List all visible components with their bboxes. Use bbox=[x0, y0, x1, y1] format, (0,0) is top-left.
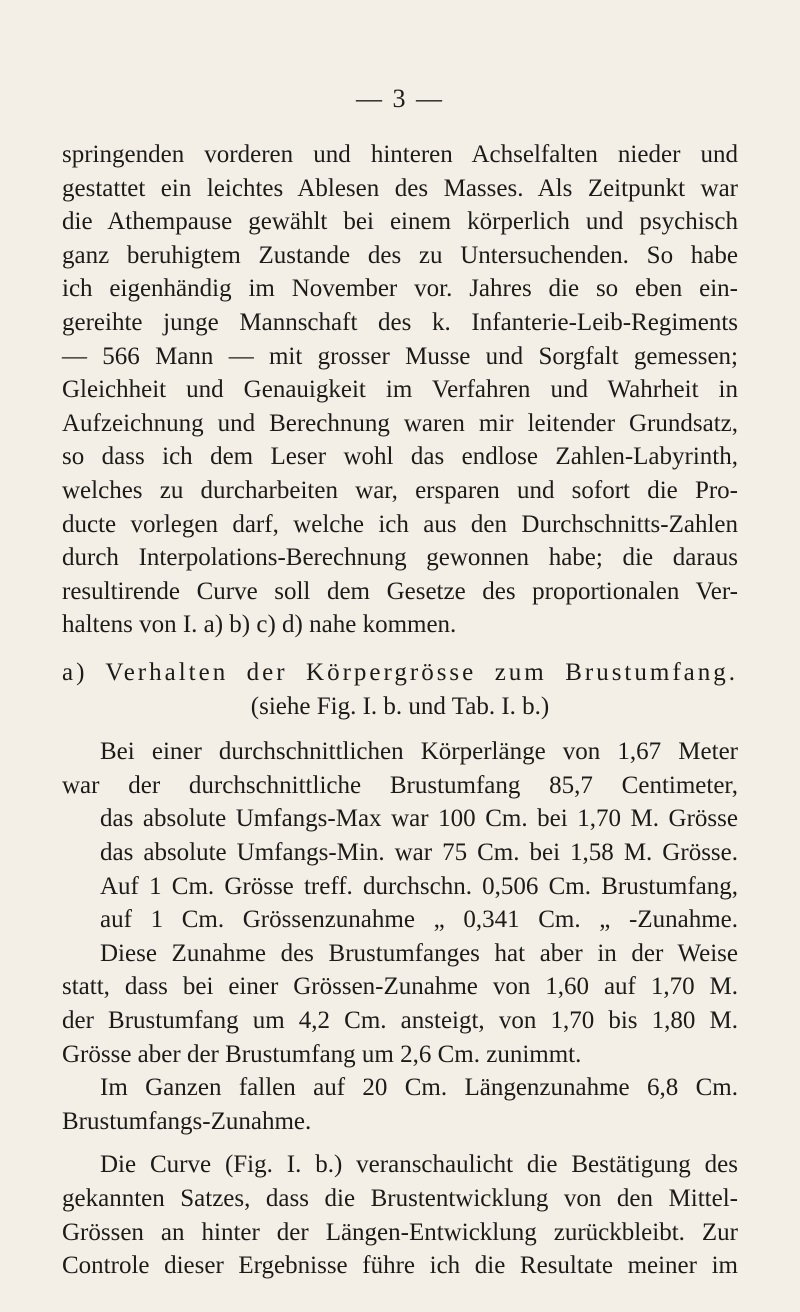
page-number: — 3 — bbox=[356, 84, 444, 113]
text-line: Gleichheit und Genauigkeit im Verfahren und Wahrheit in bbox=[62, 376, 738, 403]
text-line: statt, dass bei einer Grössen-Zunahme von 1,60 auf 1,70 M. bbox=[62, 973, 738, 1000]
text-line: das absolute Umfangs-Min. war 75 Cm. bei 1,58 M. Grösse. bbox=[100, 839, 738, 866]
text-line: resultirende Curve soll dem Gesetze des proportionalen Ver- bbox=[62, 578, 738, 605]
section-heading: a) Verhalten der Körpergrösse zum Brustumfang. bbox=[62, 659, 738, 686]
text-line: gereihte junge Mannschaft des k. Infanterie-Leib-Regiments bbox=[62, 309, 738, 336]
text-line: ich eigenhändig im November vor. Jahres die so eben ein- bbox=[62, 275, 738, 302]
section-subheading: (siehe Fig. I. b. und Tab. I. b.) bbox=[250, 693, 550, 720]
text-line: ducte vorlegen darf, welche ich aus den Durchschnitts-Zahlen bbox=[62, 511, 738, 538]
text-line: — 566 Mann — mit grosser Musse und Sorgfalt gemessen; bbox=[62, 343, 738, 370]
text-line: auf 1 Cm. Grössenzunahme „ 0,341 Cm. „ -Zunahme. bbox=[100, 906, 738, 933]
text-line: ganz beruhigtem Zustande des zu Untersuchenden. So habe bbox=[62, 242, 738, 269]
text-line: Diese Zunahme des Brustumfanges hat aber in der Weise bbox=[100, 940, 738, 967]
text-line: das absolute Umfangs-Max war 100 Cm. bei 1,70 M. Grösse bbox=[100, 805, 738, 832]
text-line: gestattet ein leichtes Ablesen des Masses. Als Zeitpunkt war bbox=[62, 175, 738, 202]
text-line: der Brustumfang um 4,2 Cm. ansteigt, von 1,70 bis 1,80 M. bbox=[62, 1007, 738, 1034]
text-line: war der durchschnittliche Brustumfang 85,7 Centimeter, bbox=[62, 772, 738, 799]
text-line: Brustumfangs-Zunahme. bbox=[62, 1108, 312, 1135]
text-line: haltens von I. a) b) c) d) nahe kommen. bbox=[62, 611, 457, 638]
text-line: Grösse aber der Brustumfang um 2,6 Cm. zunimmt. bbox=[62, 1041, 582, 1068]
text-line: Controle dieser Ergebnisse führe ich die Resultate meiner im bbox=[62, 1252, 738, 1279]
text-line: Die Curve (Fig. I. b.) veranschaulicht die Bestätigung des bbox=[100, 1151, 738, 1178]
text-line: welches zu durcharbeiten war, ersparen und sofort die Pro- bbox=[62, 477, 738, 504]
text-line: die Athempause gewählt bei einem körperlich und psychisch bbox=[62, 208, 738, 235]
text-line: springenden vorderen und hinteren Achselfalten nieder und bbox=[62, 141, 738, 168]
text-line: gekannten Satzes, dass die Brustentwicklung von den Mittel- bbox=[62, 1185, 738, 1212]
text-line: Aufzeichnung und Berechnung waren mir leitender Grundsatz, bbox=[62, 410, 738, 437]
text-line: durch Interpolations-Berechnung gewonnen habe; die daraus bbox=[62, 544, 738, 571]
text-line: so dass ich dem Leser wohl das endlose Zahlen-Labyrinth, bbox=[62, 443, 738, 470]
text-line: Bei einer durchschnittlichen Körperlänge von 1,67 Meter bbox=[100, 738, 738, 765]
text-line: Im Ganzen fallen auf 20 Cm. Längenzunahme 6,8 Cm. bbox=[100, 1074, 738, 1101]
text-line: Auf 1 Cm. Grösse treff. durchschn. 0,506 Cm. Brustumfang, bbox=[100, 873, 738, 900]
text-line: Grössen an hinter der Längen-Entwicklung zurückbleibt. Zur bbox=[62, 1219, 738, 1246]
